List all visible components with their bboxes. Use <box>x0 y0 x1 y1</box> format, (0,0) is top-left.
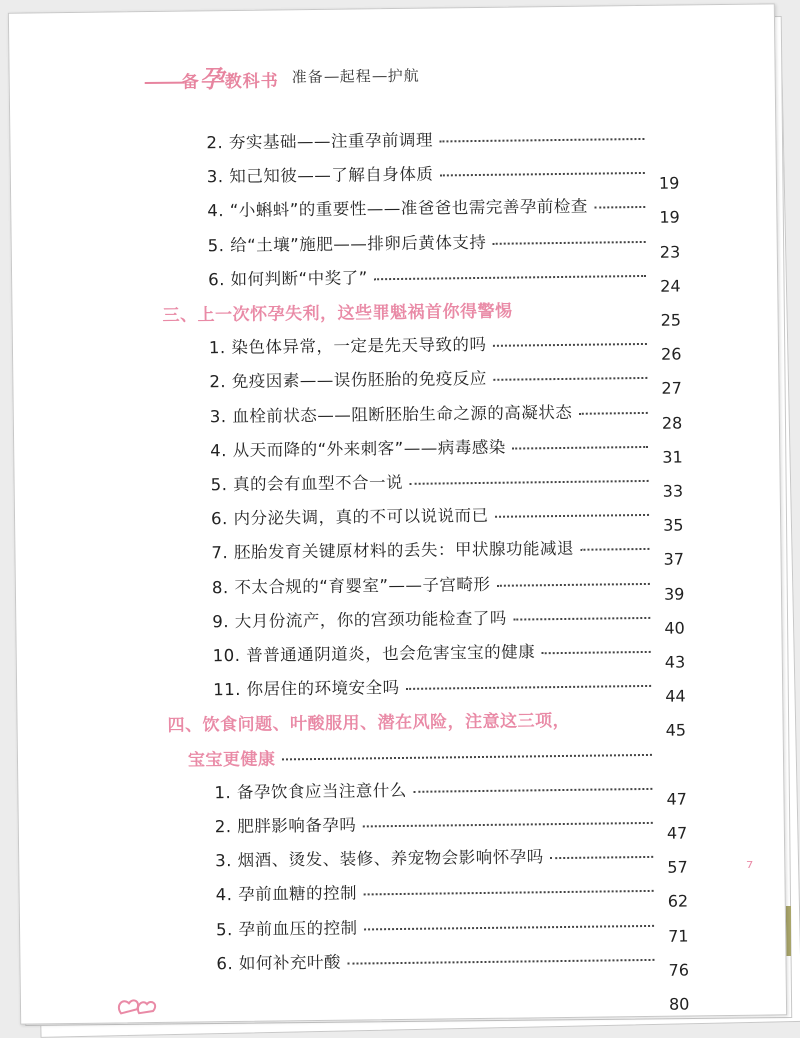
dot-leader <box>363 822 653 828</box>
toc-page-number: 47 <box>666 823 688 843</box>
subtitle-part-3: 护航 <box>387 66 420 86</box>
toc-page <box>8 3 787 1024</box>
logo-char-rest: 教科书 <box>224 71 279 93</box>
dot-leader <box>413 788 652 793</box>
toc-entry-title: 6. 如何判断“中奖了” <box>208 268 368 290</box>
logo-char-1: 备 <box>181 72 200 93</box>
toc-page-number: 47 <box>666 789 687 809</box>
toc-entry-row <box>17 664 782 706</box>
toc-entry-title: 2. 肥胖影响备孕吗 <box>214 815 357 837</box>
toc-page-number: 35 <box>663 515 684 535</box>
toc-entry-title: 11. 你居住的环境安全吗 <box>213 678 400 700</box>
dot-leader <box>439 138 644 143</box>
toc-page-number: 27 <box>661 378 682 399</box>
toc-entry-title: 5. 真的会有血型不合一说 <box>210 472 404 495</box>
toc-entry-title: 6. 如何补充叶酸 <box>216 952 342 974</box>
toc-entry-title: 2. 免疫因素——误伤胚胎的免疫反应 <box>209 369 487 392</box>
dot-leader <box>580 548 649 551</box>
toc-entry-row <box>15 527 780 570</box>
toc-entry-row <box>13 322 778 364</box>
toc-entry-title: 4. “小蝌蚪”的重要性——准爸爸也需完善孕前检查 <box>207 197 588 221</box>
dot-leader <box>363 890 653 896</box>
toc-entry-row <box>12 253 777 296</box>
toc-page-number: 24 <box>660 276 681 296</box>
toc-page-number: 26 <box>660 344 682 364</box>
dot-leader <box>497 583 650 587</box>
toc-entry-row <box>10 116 775 155</box>
toc-section-title: 宝宝更健康 <box>187 749 276 771</box>
dot-leader <box>493 377 647 381</box>
toc-entry-title: 10. 普普通通阴道炎，也会危害宝宝的健康 <box>212 642 536 666</box>
toc-entry-title: 1. 备孕饮食应当注意什么 <box>214 780 407 803</box>
toc-entry-row <box>16 595 781 638</box>
toc-entry-row <box>14 390 779 433</box>
toc-entry-title: 7. 胚胎发育关键原材料的丢失：甲状腺功能减退 <box>211 539 575 563</box>
toc-page-number: 33 <box>662 481 684 501</box>
toc-page-number: 23 <box>659 242 681 262</box>
toc-entry-row <box>11 219 776 262</box>
toc-page-number: 37 <box>663 549 685 570</box>
toc-page-number: 40 <box>664 618 685 638</box>
toc-entry-row <box>14 458 779 501</box>
toc-entry-title: 3. 血栓前状态——阻断胚胎生命之源的高凝状态 <box>209 402 573 426</box>
dot-leader <box>594 206 645 209</box>
toc-section-row <box>12 287 777 330</box>
toc-entry-row <box>20 903 785 946</box>
toc-entry-title: 4. 孕前血糖的控制 <box>215 883 358 905</box>
logo-char-big: 孕 <box>199 64 225 94</box>
heart-decoration-icon <box>117 995 157 1015</box>
toc-entry-row <box>19 834 784 877</box>
toc-page-number: 19 <box>659 207 680 228</box>
dot-leader <box>550 856 653 859</box>
toc-entry-row <box>19 800 784 843</box>
toc-page-number: 25 <box>660 310 682 330</box>
toc-entry-row <box>11 185 776 228</box>
subtitle-part-1: 准备 <box>291 67 324 87</box>
toc-entry-row <box>18 766 783 809</box>
toc-page-number: 43 <box>664 652 686 672</box>
toc-entry-title: 3. 烟酒、烫发、装修、养宠物会影响怀孕吗 <box>215 847 544 871</box>
dot-leader <box>409 480 648 485</box>
toc-entry-title: 9. 大月份流产，你的宫颈功能检查了吗 <box>212 608 507 632</box>
toc-entry-title: 5. 给“土壤”施肥——排卵后黄体支持 <box>207 232 487 255</box>
dot-leader <box>495 514 649 518</box>
toc-entry-title: 6. 内分泌失调，真的不可以说说而已 <box>210 506 489 529</box>
toc-page-number: 62 <box>667 891 689 912</box>
toc-page-number: 45 <box>665 720 687 741</box>
toc-entry-title: 3. 知己知彼——了解自身体质 <box>206 164 434 187</box>
dot-leader <box>493 241 646 245</box>
toc-entry-title: 4. 从天而降的“外来刺客”——病毒感染 <box>210 437 506 461</box>
toc-entry-title: 5. 孕前血压的控制 <box>215 918 358 939</box>
toc-entry-title: 2. 夯实基础——注重孕前调理 <box>206 130 434 153</box>
dot-leader <box>512 446 648 450</box>
toc-page-number: 76 <box>668 960 690 980</box>
toc-section-row <box>18 732 783 771</box>
toc-entry-row <box>14 424 779 467</box>
toc-entry-row <box>15 493 780 535</box>
toc-entry-row <box>16 629 781 672</box>
dot-leader <box>493 343 647 347</box>
dot-leader <box>541 651 650 654</box>
toc-entry-title: 1. 染色体异常，一定是先天导致的吗 <box>208 335 487 358</box>
toc-page-number: 28 <box>661 413 683 433</box>
toc-entry-row <box>20 937 785 980</box>
toc-page-number: 71 <box>668 926 689 946</box>
side-marker-icon: ⁷ <box>746 858 754 879</box>
toc-entry-row <box>16 561 781 604</box>
toc-page-number: 31 <box>662 447 683 467</box>
dot-leader <box>347 959 654 965</box>
toc-section-row <box>17 698 782 741</box>
toc-entry-row <box>13 356 778 399</box>
toc-page-number: 57 <box>667 857 688 877</box>
dot-leader <box>513 617 650 621</box>
toc-page-number: 39 <box>663 584 685 604</box>
toc-section-title: 四、饮食问题、叶酸服用、潜在风险，注意这三项， <box>167 711 571 737</box>
toc-page-number: 44 <box>665 686 686 706</box>
dot-leader <box>406 685 651 690</box>
dot-leader <box>440 172 645 177</box>
dot-leader <box>579 412 648 415</box>
toc-page-number: 19 <box>658 173 680 193</box>
toc-section-title: 三、上一次怀孕失利，这些罪魁祸首你得警惕 <box>162 301 513 326</box>
toc-entry-row <box>19 869 784 912</box>
subtitle-part-2: 起程 <box>339 67 372 86</box>
table-of-contents <box>9 4 786 1023</box>
toc-entry-row <box>11 151 776 193</box>
toc-page-number: 80 <box>668 994 690 1014</box>
dot-leader <box>374 275 646 280</box>
toc-entry-title: 8. 不太合规的“育婴室”——子宫畸形 <box>211 574 491 597</box>
dot-leader <box>364 924 654 930</box>
dot-leader <box>282 754 652 761</box>
